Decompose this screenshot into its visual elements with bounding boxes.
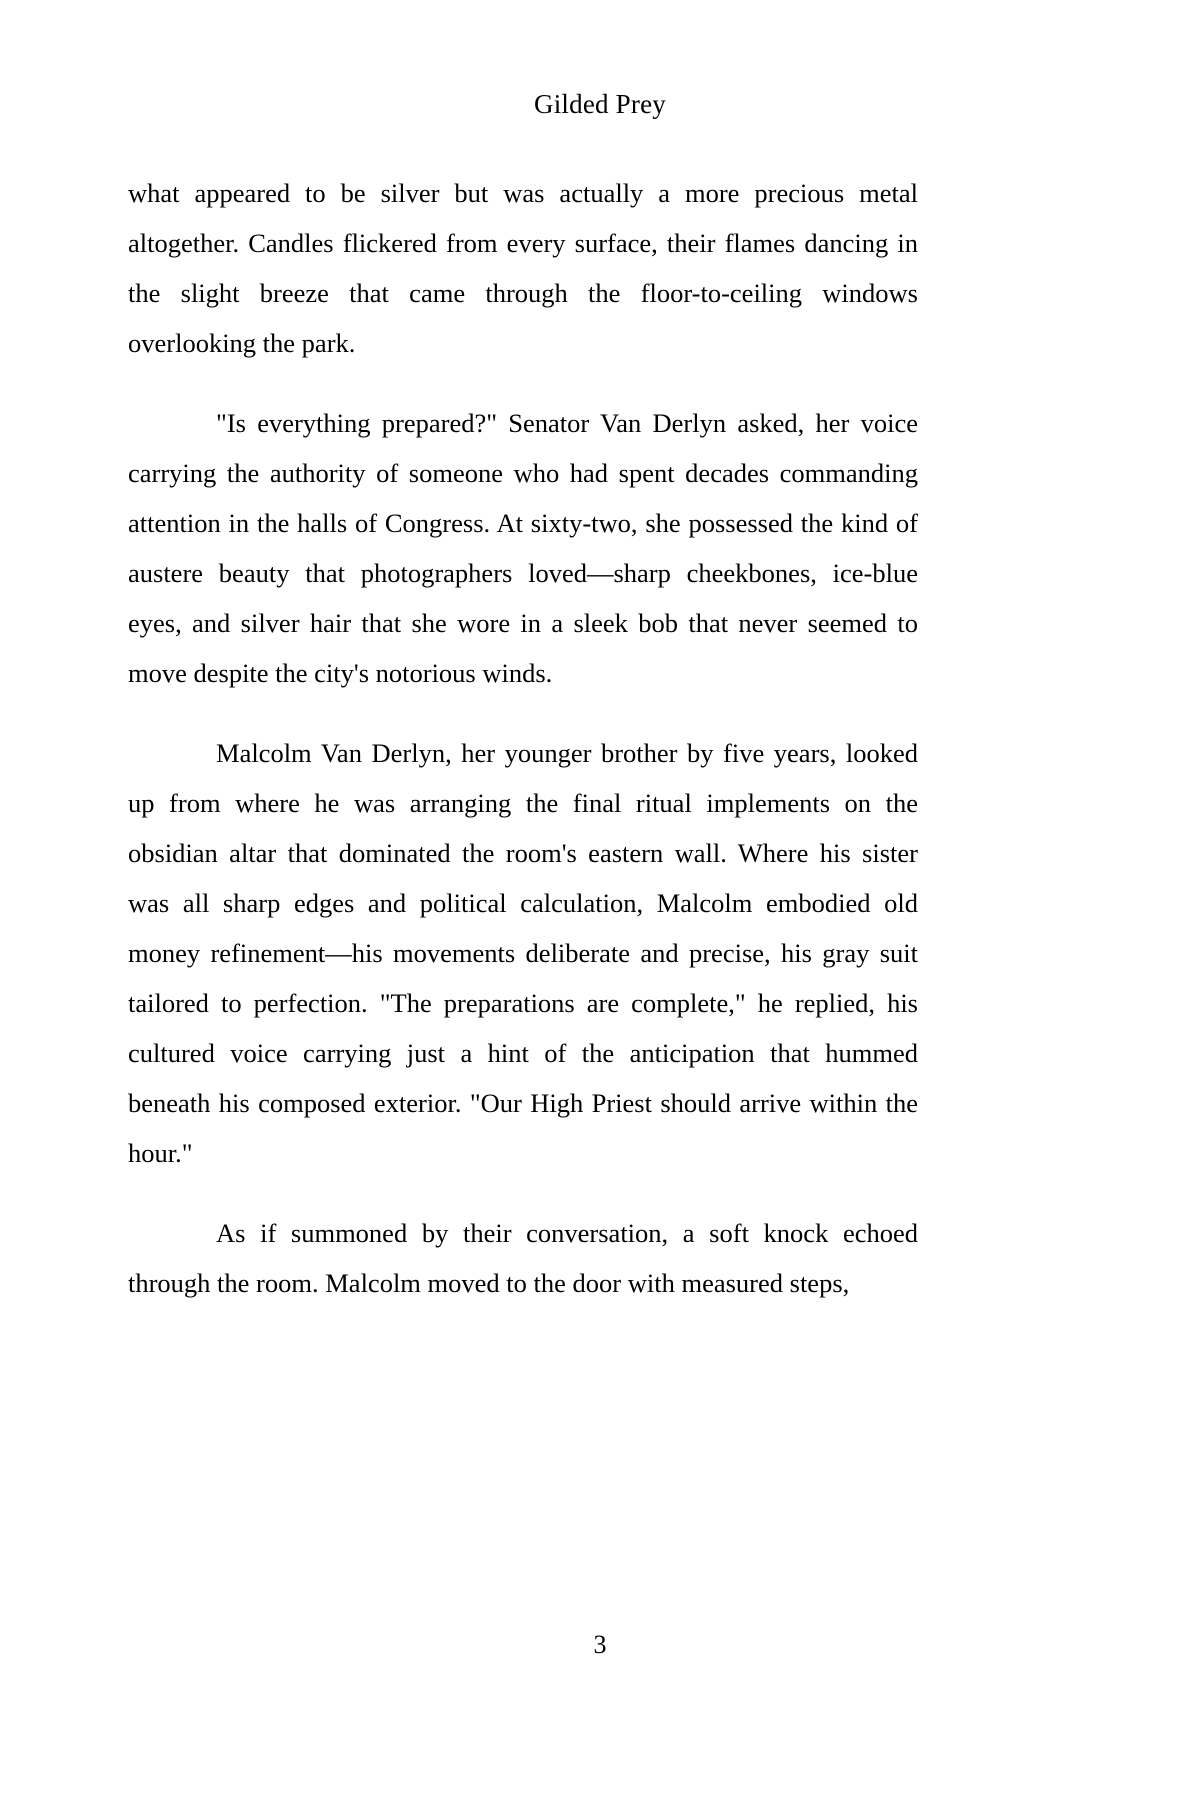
paragraph: what appeared to be silver but was actually a more precious metal altogether. Candles flickered from every surface, their flames dancing in the slight breeze that came through the floor-to-ceiling windows overlooking the park. xyxy=(128,178,918,358)
paragraph: "Is everything prepared?" Senator Van Derlyn asked, her voice carrying the authority of someone who had spent decades commanding attention in the halls of Congress. At sixty-two, she possessed the kind of austere beauty that photographers loved—sharp cheekbones, ice-blue eyes, and silver hair that she wore in a sleek bob that never seemed to move despite the city's notorious winds. xyxy=(128,408,918,688)
page-number: 3 xyxy=(593,1630,607,1659)
paragraph: As if summoned by their conversation, a soft knock echoed through the room. Malcolm moved to the door with measured steps, xyxy=(128,1218,918,1298)
paragraph: Malcolm Van Derlyn, her younger brother by five years, looked up from where he was arranging the final ritual implements on the obsidian altar that dominated the room's eastern wall. Where his sister was all sharp edges and political calculation, Malcolm embodied old money refinement—his movements deliberate and precise, his gray suit tailored to perfection. "The preparations are complete," he replied, his cultured voice carrying just a hint of the anticipation that hummed beneath his composed exterior. "Our High Priest should arrive within the hour." xyxy=(128,738,918,1168)
running-head: Gilded Prey xyxy=(534,89,666,119)
body-text-block xyxy=(128,168,918,1308)
